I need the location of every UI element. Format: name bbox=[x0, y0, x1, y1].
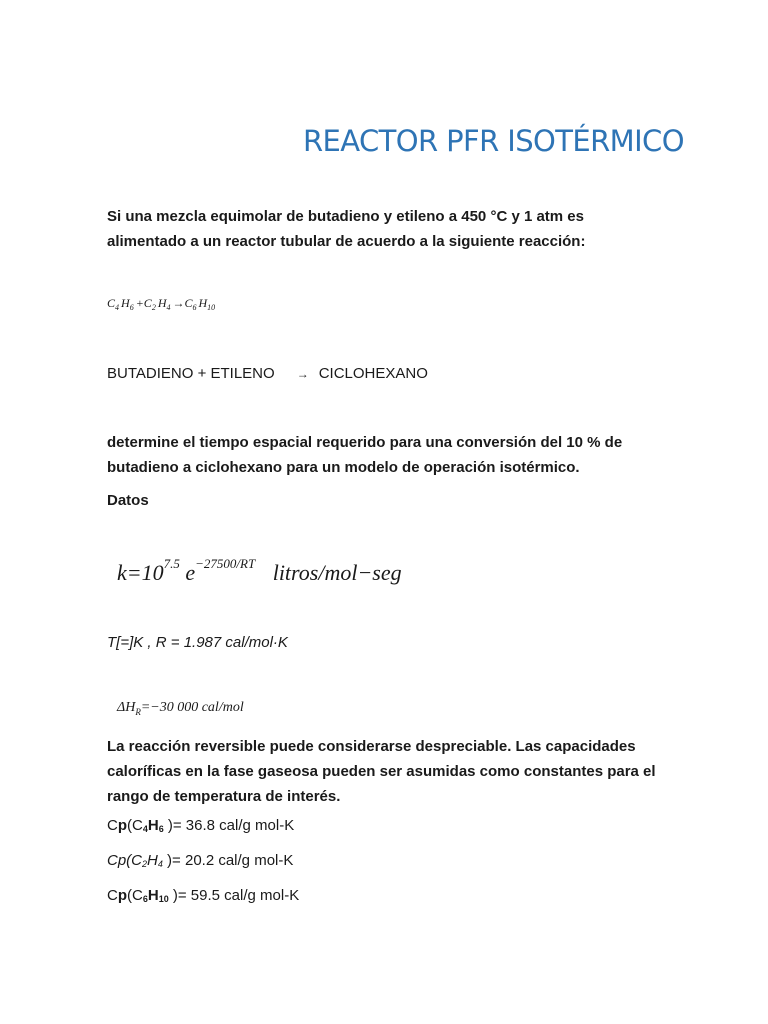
cp-sub: 10 bbox=[158, 894, 169, 904]
cp-value: )= 36.8 cal/g mol-K bbox=[163, 817, 295, 834]
note-line-2: caloríficas en la fase gaseosa pueden ser asumidas como constantes para el bbox=[107, 763, 656, 780]
product-label: CICLOHEXANO bbox=[318, 365, 428, 382]
intro-line-1: Si una mezcla equimolar de butadieno y etileno a 450 °C y 1 atm es bbox=[107, 208, 584, 225]
cp-symbol: C bbox=[107, 817, 118, 834]
reaction-words bbox=[107, 365, 428, 382]
cp-cyclohexane bbox=[107, 887, 299, 904]
cp-butadiene bbox=[107, 817, 294, 834]
rate-arrhenius-exponent: −27500/RT bbox=[195, 556, 256, 571]
temperature-gas-constant: T[=]K , R = 1.987 cal/mol·K bbox=[107, 634, 288, 651]
eq-sub: 4 bbox=[166, 303, 171, 312]
eq-term: H bbox=[121, 296, 130, 310]
note-line-3: rango de temperatura de interés. bbox=[107, 788, 341, 805]
cp-value: )= 20.2 cal/g mol-K bbox=[162, 852, 294, 869]
enthalpy-sub: R bbox=[135, 707, 141, 717]
cp-open: (C bbox=[127, 887, 143, 904]
cp-value: )= 59.5 cal/g mol-K bbox=[168, 887, 300, 904]
eq-sub: 2 bbox=[151, 303, 156, 312]
note-line-1: La reacción reversible puede considerarse despreciable. Las capacidades bbox=[107, 738, 636, 755]
cp-p: p bbox=[117, 817, 128, 834]
eq-sub: 4 bbox=[115, 303, 120, 312]
cp-symbol: C bbox=[107, 887, 118, 904]
enthalpy-delta: ΔH bbox=[117, 700, 136, 715]
rate-units: litros/mol−seg bbox=[272, 560, 402, 585]
eq-term: H bbox=[198, 296, 208, 310]
eq-term: C bbox=[184, 296, 193, 310]
page-title: REACTOR PFR ISOTÉRMICO bbox=[303, 124, 684, 158]
reactants-label: BUTADIENO + ETILENO bbox=[107, 365, 275, 382]
rate-constant-equation bbox=[117, 556, 402, 586]
eq-sub: 6 bbox=[129, 303, 134, 312]
cp-sub: 6 bbox=[142, 894, 148, 904]
enthalpy-equation bbox=[117, 700, 244, 717]
cp-sub: 4 bbox=[142, 824, 148, 834]
cp-sub: 6 bbox=[158, 824, 164, 834]
eq-term: C bbox=[143, 296, 152, 310]
intro-paragraph bbox=[107, 204, 585, 254]
eq-plus: + bbox=[135, 296, 144, 310]
question-line-2: butadieno a ciclohexano para un modelo de operación isotérmico. bbox=[107, 459, 580, 476]
cp-ethylene bbox=[107, 852, 293, 869]
cp-symbol: Cp(C bbox=[107, 852, 143, 869]
rate-exponent: 7.5 bbox=[163, 556, 180, 571]
chemical-equation bbox=[107, 296, 217, 312]
cp-open: (C bbox=[127, 817, 143, 834]
question-paragraph bbox=[107, 430, 622, 480]
reaction-arrow: → bbox=[296, 367, 309, 381]
cp-h: H bbox=[147, 852, 158, 869]
eq-sub: 10 bbox=[207, 303, 216, 312]
datos-heading: Datos bbox=[107, 492, 149, 509]
cp-sub: 4 bbox=[157, 859, 163, 869]
cp-p: p bbox=[117, 887, 128, 904]
note-paragraph bbox=[107, 734, 656, 809]
rate-lhs: k=10 bbox=[117, 560, 164, 585]
intro-line-2: alimentado a un reactor tubular de acuerdo a la siguiente reacción: bbox=[107, 233, 586, 250]
eq-arrow: → bbox=[172, 296, 185, 310]
cp-h: H bbox=[147, 817, 159, 834]
cp-sub: 2 bbox=[142, 859, 148, 869]
eq-sub: 6 bbox=[192, 303, 197, 312]
eq-term: C bbox=[107, 296, 116, 310]
enthalpy-value: =−30 000 cal/mol bbox=[140, 700, 244, 715]
rate-e: e bbox=[185, 560, 196, 585]
question-line-1: determine el tiempo espacial requerido para una conversión del 10 % de bbox=[107, 434, 623, 451]
eq-term: H bbox=[157, 296, 167, 310]
cp-h: H bbox=[147, 887, 159, 904]
